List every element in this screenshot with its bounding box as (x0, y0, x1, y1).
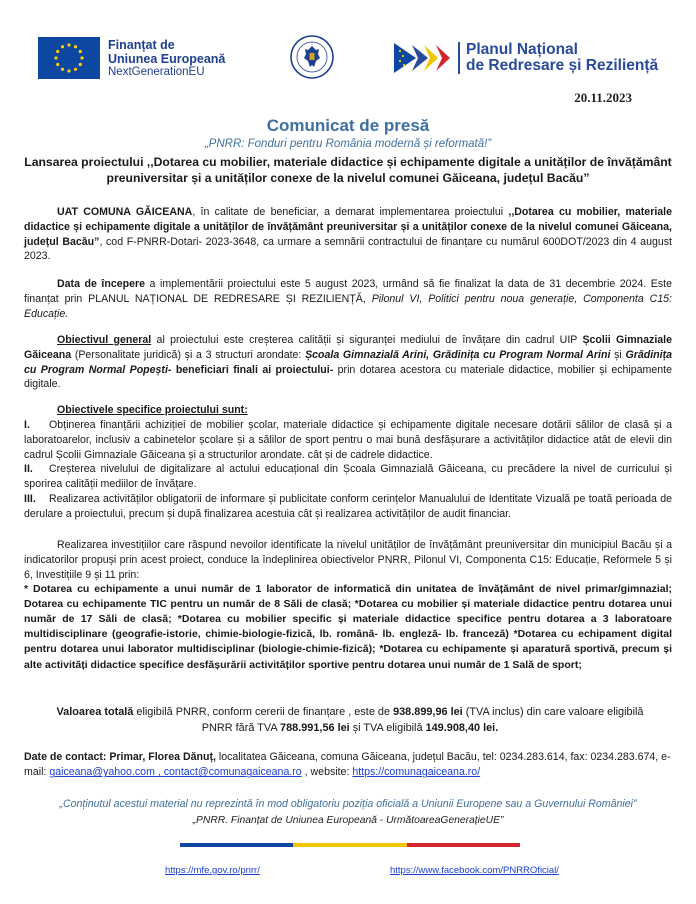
specific-objectives-heading-text: Obiectivele specifice proiectului sunt: (57, 404, 248, 416)
email-link-1[interactable]: gaiceana@yahoo.com (49, 766, 155, 779)
pnrr-flag-icon (392, 39, 452, 77)
general-objective-text-2: (Personalitate juridică) și a 3 structuri arondate: (71, 348, 306, 361)
contact-text-2: , website: (301, 766, 353, 779)
email-link-2[interactable]: contact@comunagaiceana.ro (163, 766, 302, 779)
eu-logo-line1: Finanțat de (108, 37, 175, 52)
general-objective-text-4: prin dotarea acestora cu materiale didactice, mobilier și echipamente digitale. (24, 363, 672, 391)
objective-text: Realizarea activităților obligatorii de informare și publicitate conform cerințelor Manualului de Identitate Vizuală pe toată perioada de derulare a proiectului, precum și după finalizarea acestuia cât și realizarea activităților de audit financiar. (24, 493, 672, 520)
intro-text-2: , cod F-PNRR-Dotari- 2023-3648, ca urmare a semnării contractului de finanțare cu numărul 600DOT/2023 din 4 august 2023. (24, 235, 672, 263)
objective-text: Obținerea finanțării achiziției de mobilier școlar, materiale didactice și echipamente digitale necesare dotării sălilor de clasă și a laboratoarelor, inclusiv a cabinetelor școlare și a sălilor de sport pentru o mai bună desfășurare a activităților didactice atât de elevii din cadrul Școlii Gimnaziale Găiceana și a structurilor arondate. cât și de cadrele didactice. (24, 419, 672, 461)
objective-item (24, 492, 672, 522)
intro-paragraph (24, 205, 672, 264)
start-date-text: a implementării proiectului este 5 august 2023, urmând să fie finalizat la data de 31 decembrie 2024. Este finanțat prin PLANUL NAȚIONAL DE REDRESARE ȘI REZILIENȚĂ, (24, 278, 673, 305)
eu-logo-line2: Uniunea Europeană (108, 51, 226, 66)
pnrr-logo-line2: de Redresare și Reziliență (466, 57, 659, 74)
facebook-pnrr-link[interactable]: https://www.facebook.com/PNRROficial/ (390, 865, 559, 876)
footer-color-bar (180, 843, 520, 847)
total-value-text-1: eligibilă PNRR, conform cererii de finanțare , este de (133, 706, 394, 718)
investments-paragraph: Realizarea investițiilor care răspund nevoilor identificate la nivelul unităților de învățământ preuniversitar din municipiul Bacău și a indicatorilor propuși prin acest proiect, conduce la îndeplinirea obiectivelor PNRR, Pilonul VI, Componenta C15: Educație, Reformele 5 și 6, Investițiile 9 și 11 prin: (24, 539, 672, 581)
objective-number: I. (24, 419, 30, 431)
pnrr-logo-line1: Planul Național (466, 40, 578, 58)
beneficiary-name: UAT COMUNA GĂICEANA (57, 206, 193, 218)
start-date-label: Data de începere (57, 278, 145, 290)
eu-logo-line3: NextGenerationEU (108, 65, 205, 78)
contact-text-1: localitatea Găiceana, comuna Găiceana, județul Bacău, tel: 0234.283.614, fax: 0234.283.674, e-mail: (24, 751, 671, 779)
total-value-amount: 938.899,96 lei (393, 706, 463, 718)
school-name: Școlii Gimnaziale Găiceana (24, 334, 672, 361)
structure-names-2: Grădinița cu Program Normal Popești (24, 348, 672, 376)
objective-number: II. (24, 463, 33, 475)
general-objective-text-3: și (610, 348, 626, 361)
general-objective-paragraph (24, 333, 672, 392)
mfe-pnrr-link[interactable]: https://mfe.gov.ro/pnrr/ (165, 865, 260, 876)
total-value-text-3: și TVA eligibilă (349, 721, 426, 734)
specific-objectives-heading (57, 403, 657, 418)
total-value-paragraph (40, 705, 660, 737)
contact-paragraph (24, 750, 672, 781)
page-subtitle: „PNRR: Fonduri pentru România modernă și reformată!” (204, 138, 492, 150)
project-name: ,,Dotarea cu mobilier, materiale didactice și echipamente digitale a unităților de învățământ preuniversitar și a unităților conexe de la nivelul comunei Găiceana, județul Bacău” (24, 206, 672, 248)
government-seal-icon (289, 34, 335, 80)
general-objective-label: Obiectivul general (57, 334, 152, 346)
objective-item (24, 418, 672, 462)
total-value-label: Valoarea totală (56, 706, 134, 718)
contact-label: Date de contact: Primar, Florea Dănuț, (24, 751, 216, 763)
pillar-text: Pilonul VI, Politici pentru noua generație, Componenta C15: Educație. (24, 292, 672, 320)
eu-flag-icon (38, 37, 100, 79)
intro-text-1: , în calitate de beneficiar, a demarat implementarea proiectului (192, 206, 509, 218)
objective-item (24, 462, 672, 492)
pnrr-disclaimer: „PNRR. Finanțat de Uniunea Europeană - UrmătoareaGenerațieUE” (192, 815, 504, 826)
pnrr-logo (392, 39, 658, 77)
email-separator: , (154, 766, 164, 779)
eu-disclaimer: „Conținutul acestui material nu reprezintă în mod obligatoriu poziția oficială a Uniunii Europene sau a Guvernului României” (59, 798, 637, 810)
release-date: 20.11.2023 (574, 90, 632, 105)
start-date-paragraph (24, 277, 672, 321)
structure-names-1: Școala Gimnazială Arini, Grădinița cu Program Normal Arini (305, 348, 611, 361)
objective-number: III. (24, 493, 36, 505)
eu-logo (38, 37, 225, 79)
project-headline: Lansarea proiectului ,,Dotarea cu mobilier, materiale didactice și echipamente digitale a unităților de învățământ preuniversitar și a unităților conexe de la nivelul comunei Găiceana, județul Bacău” (24, 155, 672, 186)
general-objective-text-1: al proiectului este creșterea calității și siguranței mediului de învățare din cadrul UIP (151, 334, 583, 346)
equipment-list-paragraph: * Dotarea cu echipamente a unui număr de 1 laborator de informatică din unitatea de învățământ de nivel primar/gimnazial; Dotarea cu echipamente TIC pentru un număr de 8 Săli de clasă; *Dotarea cu mobilier și materiale didactice pentru dotarea unui număr de 17 Săli de clasă; *Dotarea cu mobilier specific și materiale didactice specifice pentru dotarea a 3 laboratoare multidisciplinare (geografie-istorie, chimie-biologie-fizică, lb. română- lb. engleză- lb. franceză) *Dotarea cu echipament digital pentru dotarea unui laborator multidisciplinar (biologie-chimie-fizică); *Dotarea cu echipamente și aparatură sportivă, precum și alte activități didactice specifice desfășurării activităților sportive pentru dotarea unui număr de 1 Sală de sport; (24, 583, 672, 671)
vat-amount: 149.908,40 lei. (425, 721, 499, 734)
value-without-vat: 788.991,56 lei (280, 721, 350, 734)
objective-text: Creșterea nivelului de digitalizare al actului educațional din Școala Gimnazială Găiceana, cu precădere la nivel de curricului și sporirea calității mediilor de învățare. (24, 463, 672, 490)
page-title: Comunicat de presă (266, 116, 430, 135)
website-link[interactable]: https://comunagaiceana.ro/ (352, 766, 481, 779)
final-beneficiaries: - beneficiari finali ai proiectului- (167, 363, 334, 376)
total-value-text-2: (TVA inclus) din care valoare eligibilă PNRR fără TVA (201, 706, 644, 734)
